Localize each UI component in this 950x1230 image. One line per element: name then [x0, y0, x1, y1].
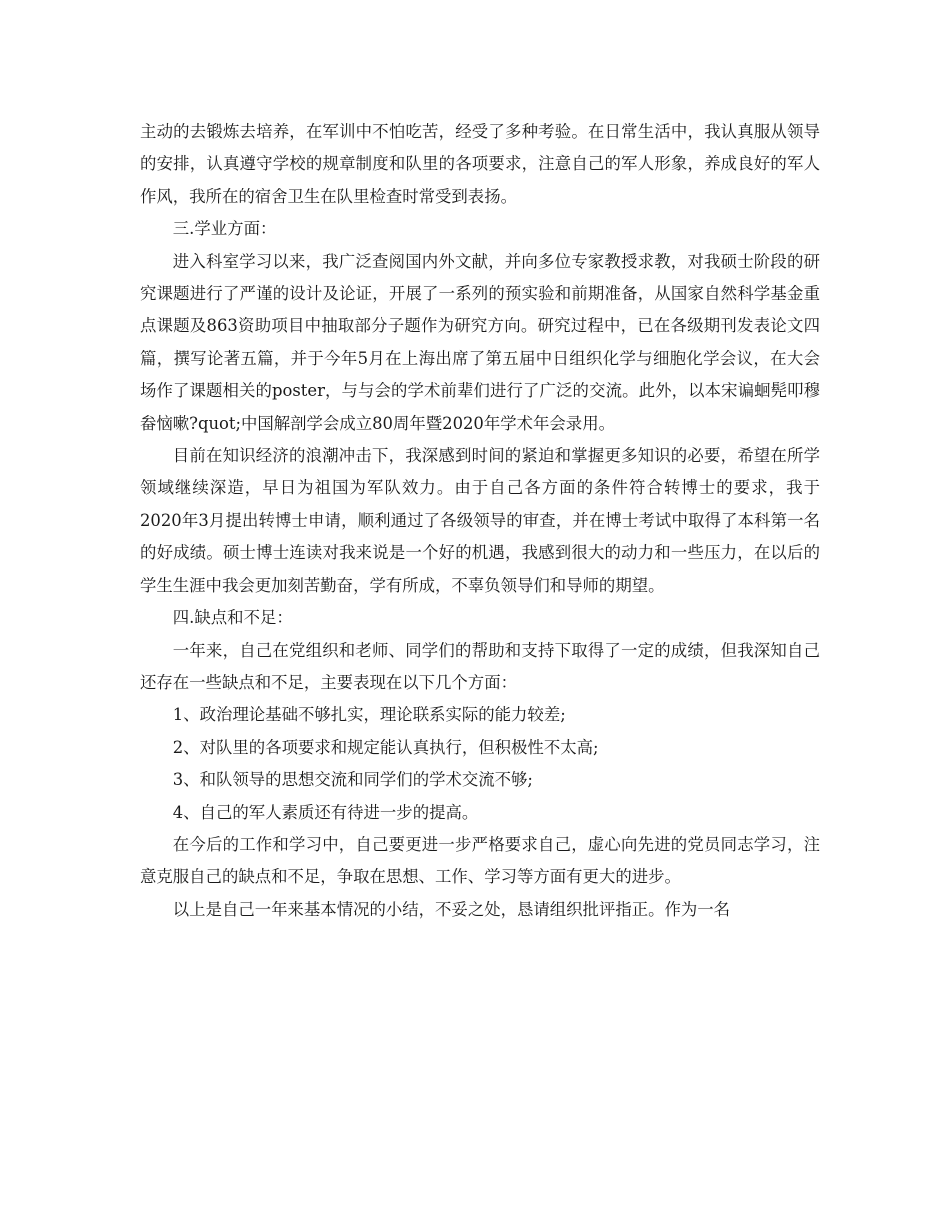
list-item-shortcoming-3: 3、和队领导的思想交流和同学们的学术交流不够;: [172, 770, 533, 790]
list-item-shortcoming-2: 2、对队里的各项要求和规定能认真执行，但积极性不太高;: [172, 737, 599, 757]
section-heading-academics: 三.学业方面：: [172, 219, 277, 239]
paragraph-future-plans: 在今后的工作和学习中，自己要更进一步严格要求自己，虚心向先进的党员同志学习，注意克服自己的缺点和不足，争取在思想、工作、学习等方面有更大的进步。: [140, 834, 820, 887]
paragraph-phd-transfer: 目前在知识经济的浪潮冲击下，我深感到时间的紧迫和掌握更多知识的必要，希望在所学领域继续深造，早日为祖国为军队效力。由于自己各方面的条件符合转博士的要求，我于2020年3月提出转博士申请，顺利通过了各级领导的审查，并在博士考试中取得了本科第一名的好成绩。硕士博士连读对我来说是一个好的机遇，我感到很大的动力和一些压力，在以后的学生生涯中我会更加刻苦勤奋，学有所成，不辜负领导们和导师的期望。: [140, 446, 820, 595]
list-item-shortcoming-4: 4、自己的军人素质还有待进一步的提高。: [172, 802, 479, 822]
paragraph-shortcomings-intro: 一年来，自己在党组织和老师、同学们的帮助和支持下取得了一定的成绩，但我深知自己还存在一些缺点和不足，主要表现在以下几个方面：: [140, 640, 820, 692]
paragraph-military-life: 主动的去锻炼去培养，在军训中不怕吃苦，经受了多种考验。在日常生活中，我认真服从领导的安排，认真遵守学校的规章制度和队里的各项要求，注意自己的军人形象，养成良好的军人作风，我所在的宿舍卫生在队里检查时常受到表扬。: [140, 122, 820, 206]
list-item-shortcoming-1: 1、政治理论基础不够扎实，理论联系实际的能力较差;: [172, 705, 566, 725]
document-body: [140, 116, 820, 926]
paragraph-research: 进入科室学习以来，我广泛查阅国内外文献，并向多位专家教授求教，对我硕士阶段的研究课题进行了严谨的设计及论证，开展了一系列的预实验和前期准备，从国家自然科学基金重点课题及863资助项目中抽取部分子题作为研究方向。研究过程中，已在各级期刊发表论文四篇，撰写论著五篇，并于今年5月在上海出席了第五届中日组织化学与细胞化学会议，在大会场作了课题相关的poster，与与会的学术前辈们进行了广泛的交流。此外，以本宋谝蛔髡叩穆畚恼嗽?quot;中国解剖学会成立80周年暨2020年学术年会录用。: [140, 251, 820, 433]
section-heading-shortcomings: 四.缺点和不足：: [172, 608, 293, 628]
paragraph-closing: 以上是自己一年来基本情况的小结，不妥之处，恳请组织批评指正。作为一名: [172, 899, 731, 919]
